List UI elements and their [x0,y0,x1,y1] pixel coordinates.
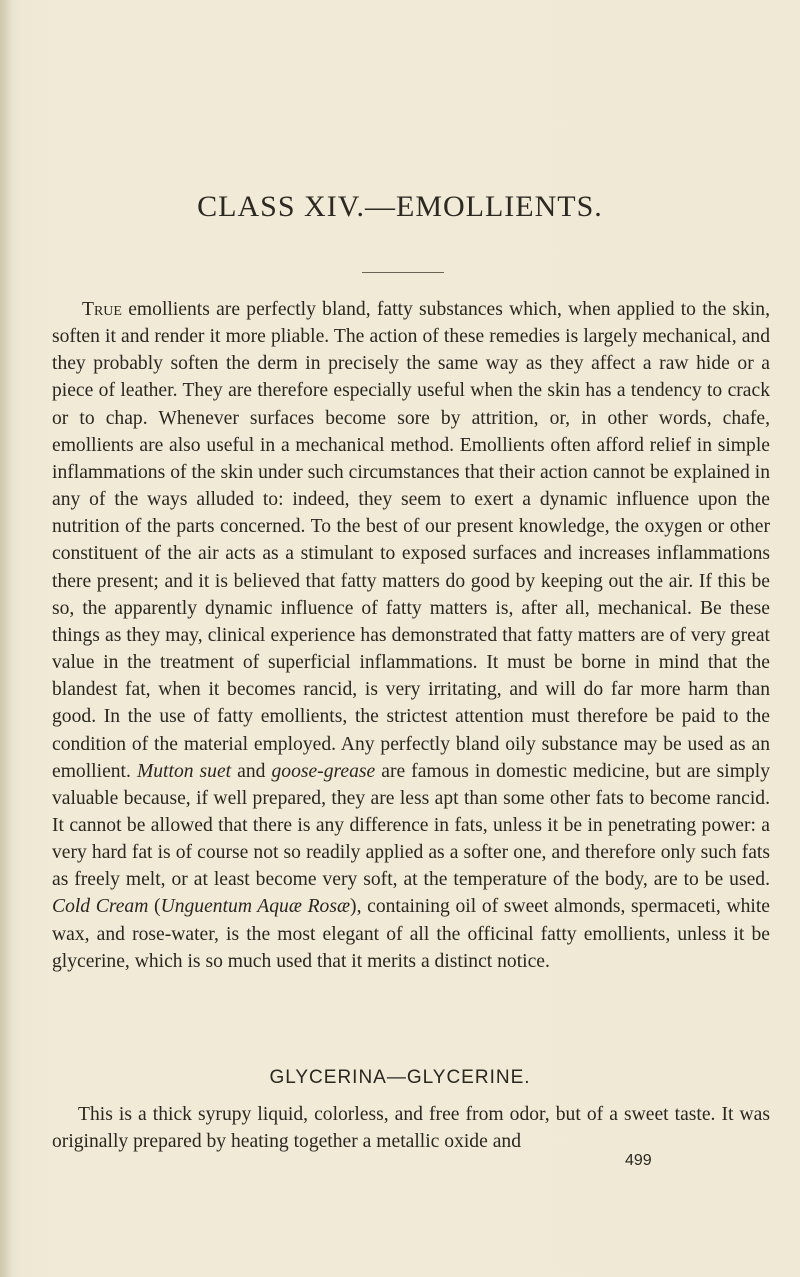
paragraph-glycerine: This is a thick syrupy liquid, colorless, and free from odor, but of a sweet taste. It was originally prepared by heating together a metallic oxide and [52,1104,770,1152]
italic-term: Cold Cream [52,896,149,918]
lead-word: True [82,299,122,320]
page-number: 499 [625,1152,652,1169]
chapter-heading: CLASS XIV.—EMOLLIENTS. [197,190,603,223]
paragraph-text: ( [148,896,161,918]
italic-term: goose-grease [271,760,376,782]
glycerine-paragraph [52,1101,770,1155]
paragraph-emollients [52,296,770,975]
main-paragraph [52,296,770,975]
paragraph-text: are famous in domestic medicine, but are simply valuable because, if well prepared, they are less apt than some other fats to become rancid. It cannot be allowed that there is any difference in fats, unless it be in penetrating power: a very hard fat is of course not so readily applied as a softer one, and therefore only such fats as freely melt, or at least become very soft, at the temperature of the body, are to be used. [52,760,770,891]
italic-term: Mutton suet [136,760,232,782]
heading-divider [362,272,444,273]
paragraph-text: emollients are perfectly bland, fatty substances which, when applied to the skin, soften it and render it more pliable. The action of these remedies is largely mechanical, and they probably soften the derm in precisely the same way as they affect a raw hide or a piece of leather. They are therefore especially useful when the skin has a tendency to crack or to chap. Whenever surfaces become sore by attrition, or, in other words, chafe, emollients are also useful in a mechanical method. Emollients often afford relief in simple inflammations of the skin under such circumstances that their action cannot be explained in any of the ways alluded to: indeed, they seem to exert a dynamic influence upon the nutrition of the parts concerned. To the best of our present knowledge, the oxygen or other constituent of the air acts as a stimulant to exposed surfaces and increases inflammations there present; and it is believed that fatty matters do good by keeping out the air. If this be so, the apparently dynamic influence of fatty matters is, after all, mechanical. Be these things as they may, clinical experience has demonstrated that fatty matters are of very great value in the treatment of superficial inflammations. It must be borne in mind that the blandest fat, when it becomes rancid, is very irritating, and will do far more harm than good. In the use of fatty emollients, the strictest attention must therefore be paid to the condition of the material employed. Any perfectly bland oily substance may be used as an emollient. [52,299,770,782]
section-heading: GLYCERINA—GLYCERINE. [269,1067,531,1088]
paragraph-text: ), containing oil of sweet almonds, spermaceti, white wax, and rose-water, is the most elegant of all the officinal fatty emollients, unless it be glycerine, which is so much used that it merits a distinct notice. [52,896,770,972]
paragraph-text: and [231,760,272,782]
italic-term: Unguentum Aquæ Rosæ [160,896,351,918]
